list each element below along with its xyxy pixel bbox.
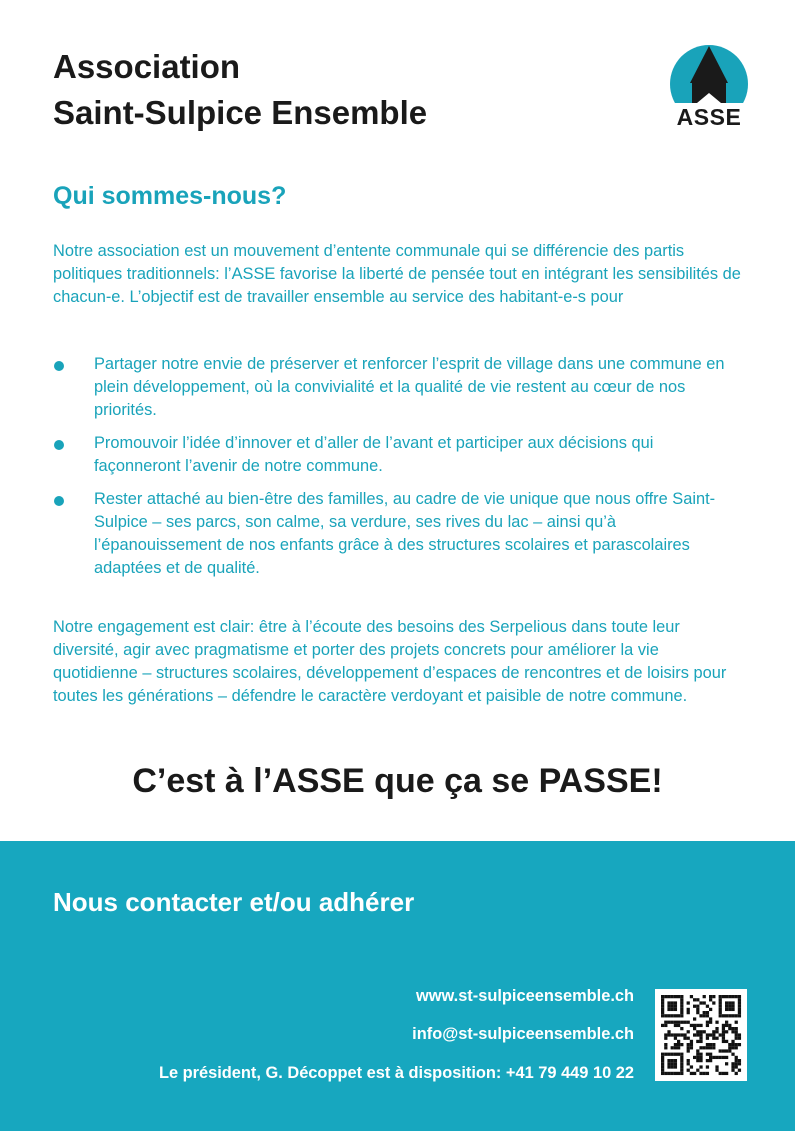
list-item-text: Partager notre envie de préserver et renforcer l’esprit de village dans une commune en plein développement, où la convivialité et la qualité de vie restent au cœur de nos priorités. — [94, 355, 725, 419]
website-link[interactable]: www.st-sulpiceensemble.ch — [416, 987, 634, 1005]
list-item — [53, 432, 743, 478]
bullet-dot-icon — [54, 440, 64, 450]
contact-section — [0, 841, 795, 1131]
list-item-text: Rester attaché au bien-être des familles, au cadre de vie unique que nous offre Saint-Sulpice – ses parcs, son calme, sa verdure, ses rives du lac – ainsi qu’à l’épanouissement de nos enfants grâce à des structures scolaires et parascolaires adaptées et de qualité. — [94, 490, 716, 577]
section-heading: Qui sommes-nous? — [53, 182, 287, 210]
bullet-dot-icon — [54, 361, 64, 371]
bullet-dot-icon — [54, 496, 64, 506]
title-line-1: Association — [53, 48, 241, 85]
list-item-text: Promouvoir l’idée d’innover et d’aller de l’avant et participer aux décisions qui façonneront l’avenir de notre commune. — [94, 434, 654, 475]
contact-heading: Nous contacter et/ou adhérer — [53, 887, 415, 917]
slogan: C’est à l’ASSE que ça se PASSE! — [132, 762, 663, 800]
list-item — [53, 353, 743, 422]
title-line-2: Saint-Sulpice Ensemble — [53, 94, 428, 131]
logo-text: ASSE — [676, 104, 742, 130]
president-contact: Le président, G. Décoppet est à disposition: +41 79 449 10 22 — [158, 1064, 634, 1082]
intro-paragraph: Notre association est un mouvement d’entente communale qui se différencie des partis politiques traditionnels: l’ASSE favorise la liberté de pensée tout en intégrant les sensibilités de chacun-e. L’objectif est de travailler ensemble au service des habitant-e-s pour — [53, 242, 741, 306]
engagement-paragraph: Notre engagement est clair: être à l’écoute des besoins des Serpelious dans toute leur diversité, agir avec pragmatisme et porter des projets concrets pour améliorer la vie quotidienne – structures scolaires, développement d’espaces de rencontres et de loisirs pour toutes les générations – défendre le caractère verdoyant et paisible de notre commune. — [53, 618, 727, 705]
priorities-list — [53, 353, 743, 590]
list-item — [53, 488, 743, 580]
email-link[interactable]: info@st-sulpiceensemble.ch — [412, 1025, 634, 1043]
qr-code-icon — [655, 989, 747, 1081]
page-title — [53, 44, 427, 136]
